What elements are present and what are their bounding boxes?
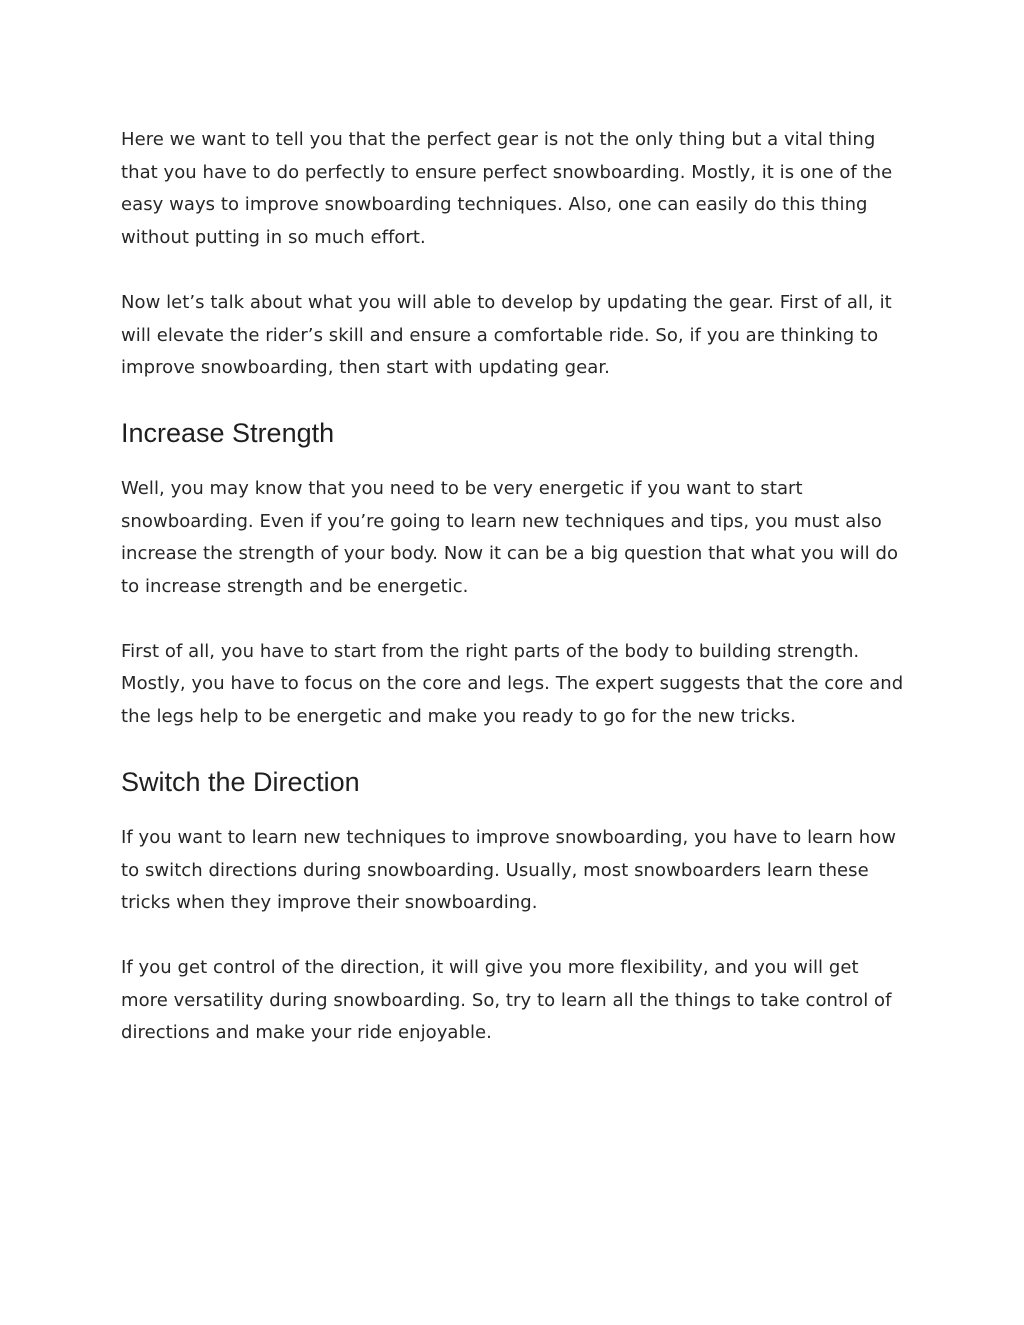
section-increase-strength [121, 417, 906, 734]
section-paragraph: If you want to learn new techniques to improve snowboarding, you have to learn how to switch directions during snowboarding. Usually, most snowboarders learn these tricks when they improve their snowboarding. [121, 826, 897, 914]
section-paragraph: First of all, you have to start from the right parts of the body to building strength. Mostly, you have to focus on the core and legs. The expert suggests that the core and the legs help to be energetic and make you ready to go for the new tricks. [121, 640, 904, 728]
document-body [121, 124, 906, 1082]
intro-paragraph-1: Here we want to tell you that the perfect gear is not the only thing but a vital thing that you have to do perfectly to ensure perfect snowboarding. Mostly, it is one of the easy ways to improve snowboarding techniques. Also, one can easily do this thing without putting in so much effort. [121, 129, 893, 249]
intro-paragraph-2: Now let’s talk about what you will able to develop by updating the gear. First of all, it will elevate the rider’s skill and ensure a comfortable ride. So, if you are thinking to improve snowboarding, then start with updating gear. [121, 291, 892, 379]
section-paragraph: Well, you may know that you need to be very energetic if you want to start snowboarding. Even if you’re going to learn new techniques and tips, you must also increase the strength of your body. Now it can be a big question that what you will do to increase strength and be energetic. [121, 477, 899, 598]
section-switch-direction [121, 766, 906, 1050]
section-heading: Increase Strength [121, 417, 335, 448]
section-heading: Switch the Direction [121, 766, 360, 797]
section-paragraph: If you get control of the direction, it will give you more flexibility, and you will get more versatility during snowboarding. So, try to learn all the things to take control of directions and make your ride enjoyable. [121, 956, 892, 1044]
